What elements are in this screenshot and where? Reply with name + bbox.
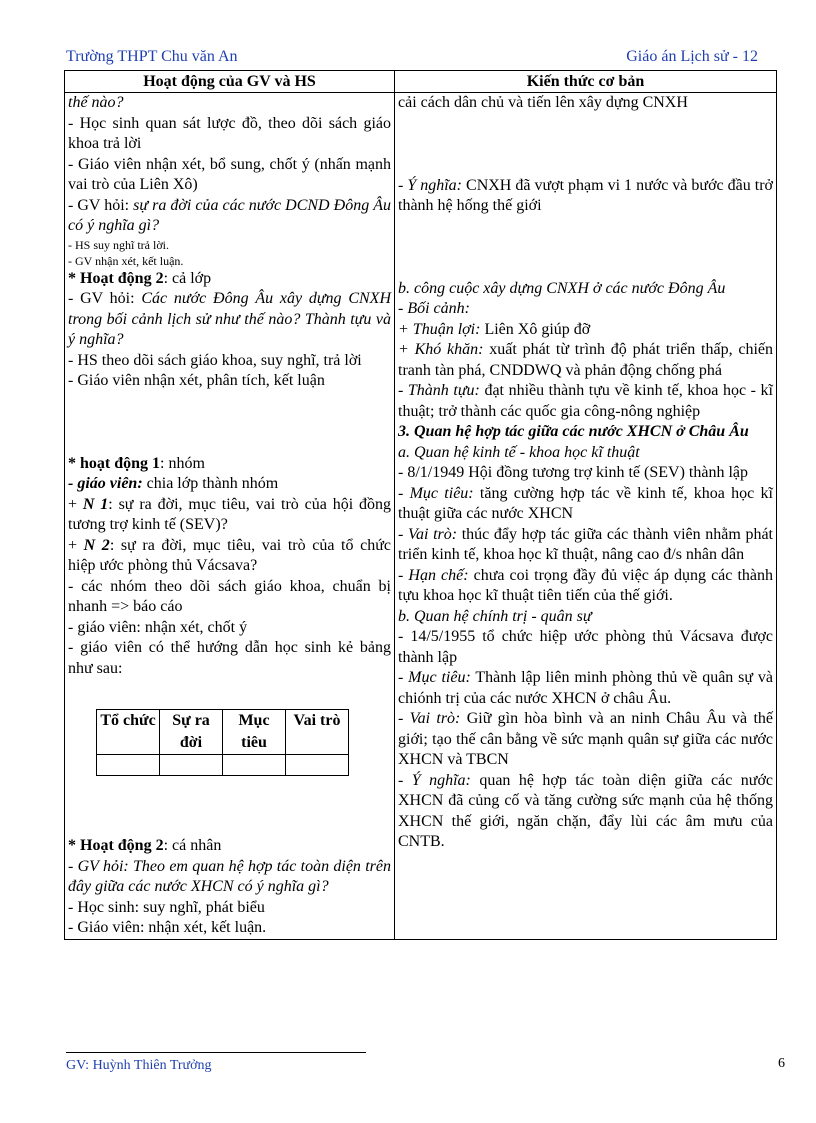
text-line: - 14/5/1955 tổ chức hiệp ước phòng thủ Vácsava được thành lập [398,628,773,666]
subject-title: Giáo án Lịch sử - 12 [626,48,758,65]
mini-header-cell: Sự ra đời [160,710,223,755]
text-line: - Giáo viên nhận xét, phân tích, kết luận [68,372,325,389]
text-line: - Bối cảnh: [398,300,470,317]
mini-empty-cell [286,755,349,776]
text-line: - giáo viên: nhận xét, chốt ý [68,618,248,636]
mini-empty-cell [223,755,286,776]
mini-empty-cell [97,755,160,776]
mini-empty-cell [160,755,223,776]
text-line: * Hoạt động 2: cả lớp [68,269,212,287]
text-line: - các nhóm theo dõi sách giáo khoa, chuẩn bị nhanh => báo cáo [68,577,391,615]
right-knowledge [395,93,777,940]
text-line: - Giáo viên: nhận xét, kết luận. [68,919,267,936]
text-line: - GV hỏi: Theo em quan hệ hợp tác toàn diện trên đây giữa các nước XHCN có ý nghĩa gì? [68,857,391,895]
text-line: - giáo viên có thể hướng dẫn học sinh kẻ bảng như sau: [68,639,391,677]
left-column-header: Hoạt động của GV và HS [65,71,395,93]
table-header-row [65,71,777,93]
text-line: - 8/1/1949 Hội đồng tương trợ kinh tế (SEV) thành lập [398,464,748,481]
text-line: - HS suy nghĩ trả lời. [68,237,170,252]
text-line: - GV hỏi: Các nước Đông Âu xây dựng CNXH trong bối cảnh lịch sử như thế nào? Thành tựu và ý nghĩa? [68,290,391,348]
text-line: b. công cuộc xây dựng CNXH ở các nước Đông Âu [398,279,726,297]
text-line: - Mục tiêu: tăng cường hợp tác về kinh tế, khoa học kĩ thuật giữa các nước XHCN [398,484,773,522]
text-line: + N 1: sự ra đời, mục tiêu, vai trò của hội đồng tương trợ kinh tế (SEV)? [68,495,391,533]
text-line: - Học sinh quan sát lược đồ, theo dõi sách giáo khoa trả lời [68,114,391,152]
text-line: b. Quan hệ chính trị - quân sự [398,607,592,625]
text-line: * hoạt động 1: nhóm [68,454,205,472]
section-heading: 3. Quan hệ hợp tác giữa các nước XHCN ở Châu Âu [398,423,749,440]
text-line: thế nào? [68,94,124,111]
text-line: - Mục tiêu: Thành lập liên minh phòng thủ về quân sự và chiónh trị của các nước XHCN ở châu Âu. [398,669,774,707]
text-line: - Ý nghĩa: quan hệ hợp tác toàn diện giữa các nước XHCN đã củng cố và tăng cường sức mạnh của hệ thống XHCN thế giới, ngăn chặn, đẩy lùi các âm mưu của CNTB. [398,771,774,850]
mini-header-cell: Tổ chức [97,710,160,755]
text-line: - Giáo viên nhận xét, bổ sung, chốt ý (nhấn mạnh vai trò của Liên Xô) [68,155,391,193]
text-line: * Hoạt động 2: cá nhân [68,837,222,854]
text-line: cải cách dân chủ và tiến lên xây dựng CNXH [398,94,688,111]
teacher-name: GV: Huỳnh Thiên Trưởng [66,1058,212,1073]
text-line: - GV hỏi: sự ra đời của các nước DCND Đông Âu có ý nghĩa gì? [68,196,391,234]
text-line: - Ý nghĩa: CNXH đã vượt phạm vi 1 nước và bước đầu trở thành hệ hống thế giới [398,176,773,214]
right-column-header: Kiến thức cơ bản [395,71,777,93]
text-line: - HS theo dõi sách giáo khoa, suy nghĩ, trả lời [68,351,362,369]
text-line: - GV nhận xét, kết luận. [68,253,184,268]
text-line: - Học sinh: suy nghĩ, phát biểu [68,898,265,916]
left-activities [65,93,395,940]
text-line: - Hạn chế: chưa coi trọng đầy đủ việc áp dụng các thành tựu khoa học kĩ thuật tiên tiến của thế giới. [398,566,773,604]
mini-header-cell: Mục tiêu [223,710,286,755]
table-row [65,93,777,940]
text-line: + Thuận lợi: Liên Xô giúp đỡ [398,320,591,338]
mini-header-cell: Vai trò [286,710,349,755]
page-number: 6 [778,1056,785,1071]
footer-rule [66,1052,366,1053]
text-line: - Thành tựu: đạt nhiều thành tựu về kinh tế, khoa học - kĩ thuật; trở thành các quốc gia công-nông nghiệp [398,382,773,420]
text-line: a. Quan hệ kinh tế - khoa học kĩ thuật [398,443,640,461]
text-line: - Vai trò: thúc đẩy hợp tác giữa các thành viên nhằm phát triển kinh tế, khoa học kĩ thuật, nâng cao đ/s nhân dân [398,525,774,563]
text-line: + N 2: sự ra đời, mục tiêu, vai trò của tổ chức hiệp ước phòng thủ Vácsava? [68,536,391,574]
school-name: Trường THPT Chu văn An [66,48,238,65]
text-line: + Khó khăn: xuất phát từ trình độ phát triển thấp, chiến tranh tàn phá, CNDDWQ và phản động chống phá [398,341,773,379]
blank-summary-table [96,709,349,776]
lesson-table [64,70,777,940]
page-header [66,48,760,68]
text-line: - Vai trò: Giữ gìn hòa bình và an ninh Châu Âu và thế giới; tạo thế cân bằng về sức mạnh quân sự giữa các nước XHCN và TBCN [398,710,773,768]
text-line: - giáo viên: chia lớp thành nhóm [68,475,279,492]
